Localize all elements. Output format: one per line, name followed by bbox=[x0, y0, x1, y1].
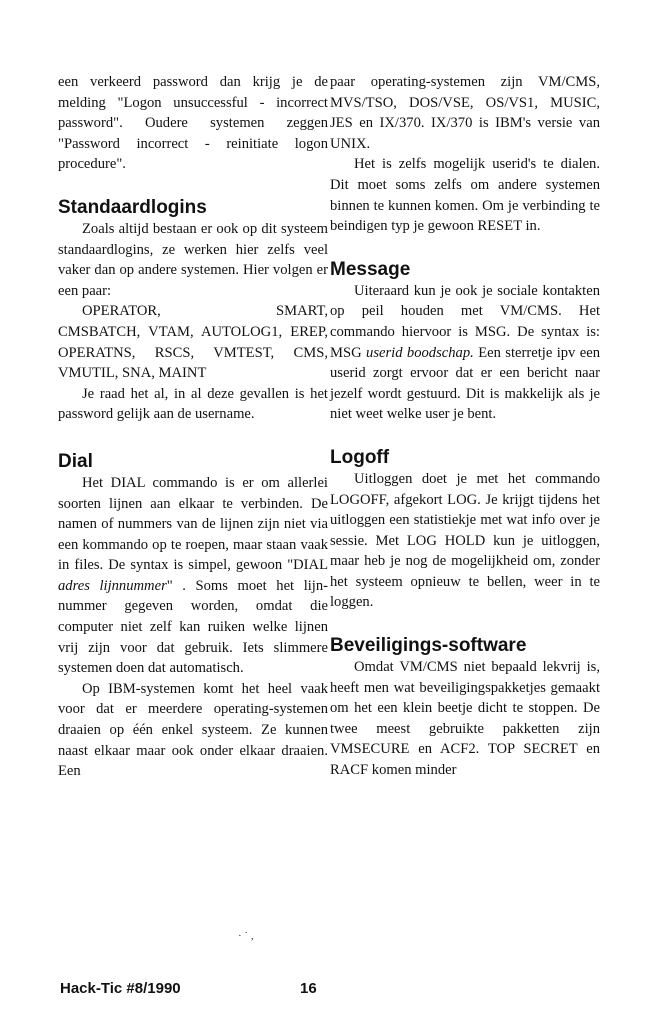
left-column bbox=[58, 72, 328, 782]
standaardlogins-paragraph-2: Je raad het al, in al deze gevallen is het password gelijk aan de username. bbox=[58, 385, 328, 423]
logins-first-line bbox=[58, 301, 328, 322]
logins-second: SMART, bbox=[276, 303, 328, 320]
beveiligings-paragraph: Omdat VM/CMS niet bepaald lekvrij is, heeft men wat beveiligingspakketjes gemaakt om het een klein beetje dicht te stoppen. De twee meest gebruikte pakketten zijn VMSECURE en ACF2. TOP SECRET en RACF komen minder bbox=[330, 659, 600, 779]
right-intro-paragraph-2: Het is zelfs mogelijk userid's te dialen. Dit moet soms zelfs om andere systemen binnen te kunnen komen. Om je verbinding te beindigen typ je gewoon RESET in. bbox=[330, 156, 600, 235]
footer-publication: Hack-Tic #8/1990 bbox=[60, 980, 181, 997]
heading-dial: Dial bbox=[58, 450, 93, 472]
right-column bbox=[330, 72, 600, 781]
page-number: 16 bbox=[300, 980, 317, 997]
dial-p1-before: Het DIAL commando is er om allerlei soorten lijnen aan elkaar te verbinden. De namen of nummers van de lijnen zijn niet via een kommando op te roepen, maar staan vaak in files. De syntax is simpel, gewoon "DIAL bbox=[58, 474, 328, 574]
logins-first: OPERATOR, bbox=[82, 303, 161, 320]
logoff-paragraph: Uitloggen doet je met het commando LOGOFF, afgekort LOG. Je krijgt tijdens het uitloggen een statistiekje met wat info over je sessie. Met LOG HOLD kun je uitloggen, maar heb je nog de mogelijkheid om, zonder het systeem opnieuw te bellen, weer in te loggen. bbox=[330, 470, 600, 611]
dial-p1-after: " . Soms moet het lijn- nummer gegeven worden, omdat die computer niet zelf kan ruiken welke lijnen vrij zijn voor dat gebruik. Iets slimmere systemen doen dat automatisch. bbox=[58, 577, 329, 677]
message-italic: userid boodschap. bbox=[366, 344, 474, 361]
heading-logoff: Logoff bbox=[330, 446, 390, 468]
message-before: Uiteraard kun je ook je sociale kontakten op peil houden met VM/CMS. Het commando hiervoor is MSG. De syntax is: MSG bbox=[330, 282, 600, 361]
dial-p1-italic: adres lijnnummer bbox=[58, 577, 167, 594]
message-after: Een sterretje ipv een userid zorgt ervoor dat er een bericht naar jezelf wordt gestuurd. Dit is makkelijk als je niet weet welke user je bent. bbox=[330, 344, 600, 423]
heading-beveiligings-software: Beveiligings-software bbox=[330, 635, 527, 657]
dial-paragraph-2: Op IBM-systemen komt het heel vaak voor dat er meerdere operating-systemen draaien op één enkel systeem. Ze kunnen naast elkaar maar ook onder elkaar draaien. Een bbox=[58, 680, 328, 780]
standaardlogins-paragraph-1: Zoals altijd bestaan er ook op dit systeem standaardlogins, ze werken hier zelfs veel vaker dan op andere systemen. Hier volgen er een paar: bbox=[58, 220, 328, 299]
dial-paragraph-1 bbox=[58, 473, 328, 679]
heading-standaardlogins: Standaardlogins bbox=[58, 196, 207, 218]
message-paragraph bbox=[330, 281, 600, 425]
logins-list: CMSBATCH, VTAM, AUTOLOG1, EREP, OPERATNS, RSCS, VMTEST, CMS, VMUTIL, SNA, MAINT bbox=[58, 323, 328, 382]
scan-specks: · ˙ , bbox=[238, 930, 254, 942]
heading-message: Message bbox=[330, 258, 411, 280]
intro-paragraph: een verkeerd password dan krijg je de melding "Logon unsuccessful - incorrect password". Oudere systemen zeggen "Password incorrect - reinitiate logon procedure". bbox=[58, 74, 328, 173]
right-intro-paragraph: paar operating-systemen zijn VM/CMS, MVS/TSO, DOS/VSE, OS/VS1, MUSIC, JES en IX/370. IX/370 is IBM's versie van UNIX. bbox=[330, 74, 600, 152]
